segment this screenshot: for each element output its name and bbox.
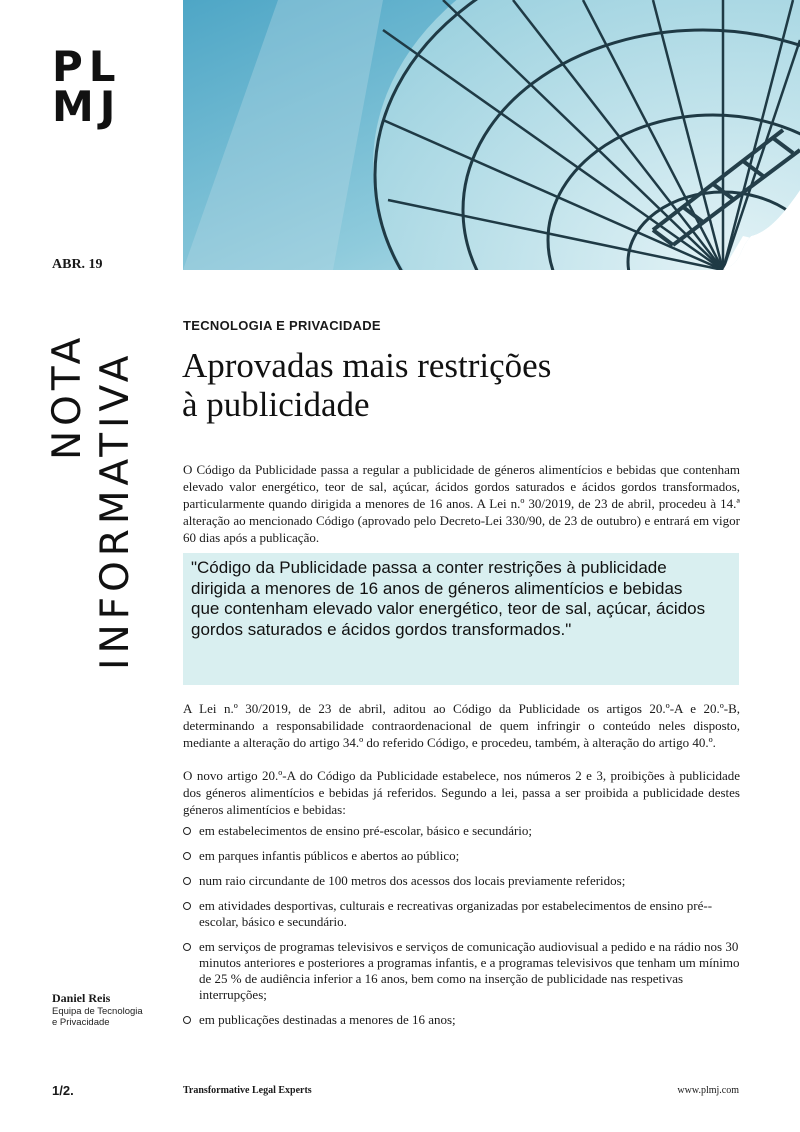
author-team-line-2: e Privacidade — [52, 1017, 110, 1028]
list-item — [183, 939, 740, 1003]
issue-date: ABR. 19 — [52, 257, 103, 272]
logo-line-2: MJ — [52, 82, 122, 131]
vertical-title — [40, 320, 140, 670]
bullet-circle-icon — [183, 1016, 191, 1024]
pull-quote — [183, 553, 739, 685]
page-title — [182, 346, 702, 424]
logo-line-1: PL — [52, 42, 122, 91]
list-item-text: em publicações destinadas a menores de 16 anos; — [199, 1012, 456, 1027]
list-item — [183, 823, 740, 839]
bullet-circle-icon — [183, 852, 191, 860]
category-label: TECNOLOGIA E PRIVACIDADE — [183, 318, 381, 333]
list-item — [183, 1012, 740, 1028]
list-item — [183, 848, 740, 864]
page-number: 1/2. — [52, 1083, 74, 1098]
second-paragraph: A Lei n.º 30/2019, de 23 de abril, aditou ao Código da Publicidade os artigos 20.º-A e 20.º-B, determinando a responsabilidade contraordenacional de quem infringir o conteúdo neles disposto, mediante a alteração do artigo 34.º do referido Código, e procedeu, também, à alteração do artigo 40.º. — [183, 701, 740, 750]
author-team-line-1: Equipa de Tecnologia — [52, 1006, 143, 1017]
plmj-logo — [52, 42, 122, 131]
bullet-circle-icon — [183, 877, 191, 885]
bullet-circle-icon — [183, 902, 191, 910]
author-name: Daniel Reis — [52, 991, 111, 1005]
intro-paragraph: O Código da Publicidade passa a regular a publicidade de géneros alimentícios e bebidas que contenham elevado valor energético, teor de sal, açúcar, ácidos gordos saturados e ácidos gordos transformados, particularmente quando dirigida a menores de 16 anos. A Lei n.º 30/2019, de 23 de abril, procedeu à 14.ª alteração ao mencionado Código (aprovado pelo Decreto-Lei 330/90, de 23 de outubro) e entrará em vigor 60 dias após a publicação. — [183, 462, 740, 545]
bullet-circle-icon — [183, 827, 191, 835]
vertical-title-line-2: INFORMATIVA — [93, 350, 138, 670]
footer-website-link[interactable]: www.plmj.com — [677, 1085, 739, 1096]
list-item-text: em atividades desportivas, culturais e recreativas organizadas por estabelecimentos de ensino pré--escolar, básico e secundário. — [199, 898, 713, 929]
author-block — [52, 991, 162, 1028]
footer-tagline: Transformative Legal Experts — [183, 1085, 312, 1096]
restrictions-list — [183, 823, 740, 1037]
list-item — [183, 898, 740, 930]
title-line-1: Aprovadas mais restrições — [182, 346, 552, 385]
list-item-text: em estabelecimentos de ensino pré-escolar, básico e secundário; — [199, 823, 533, 838]
bullet-circle-icon — [183, 943, 191, 951]
list-item-text: num raio circundante de 100 metros dos acessos dos locais previamente referidos; — [199, 873, 626, 888]
pull-quote-text: "Código da Publicidade passa a conter restrições à publicidade dirigida a menores de 16 anos de géneros alimentícios e bebidas que contenham elevado valor energético, teor de sal, açúcar, ácidos gordos saturados e ácidos gordos transformados." — [191, 558, 706, 639]
third-paragraph: O novo artigo 20.º-A do Código da Publicidade estabelece, nos números 2 e 3, proibições à publicidade dos géneros alimentícios e bebidas já referidos. Segundo a lei, passa a ser proibida a publicidade destes géneros alimentícios e bebidas: — [183, 768, 740, 817]
hero-antenna-image — [183, 0, 800, 270]
vertical-title-line-1: NOTA — [45, 332, 90, 460]
title-line-2: à publicidade — [182, 385, 370, 424]
list-item-text: em serviços de programas televisivos e serviços de comunicação audiovisual a pedido e na rádio nos 30 minutos anteriores e posteriores a programas infantis, e a programas televisivos que tenham um mínimo de 25 % de audiência inferior a 16 anos, bem como na inserção de publicidade nas respetivas interrupções; — [199, 939, 740, 1002]
list-item-text: em parques infantis públicos e abertos ao público; — [199, 848, 460, 863]
list-item — [183, 873, 740, 889]
